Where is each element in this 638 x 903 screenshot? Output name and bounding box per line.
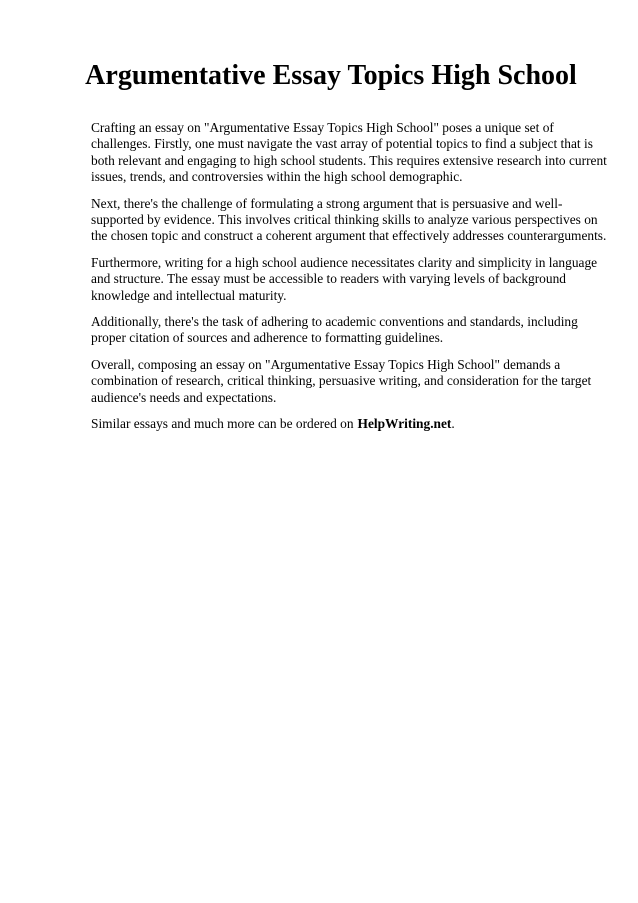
document-body — [91, 120, 607, 443]
paragraph-line: Next, there's the challenge of formulating a strong argument that is persuasive and well- — [91, 195, 563, 211]
paragraph-line: Overall, composing an essay on "Argumentative Essay Topics High School" demands a — [91, 356, 561, 372]
paragraph-2 — [91, 195, 607, 245]
paragraph-3 — [91, 254, 598, 304]
paragraph-line: issues, trends, and controversies within the high school demographic. — [91, 169, 463, 185]
paragraph-line: and structure. The essay must be accessible to readers with varying levels of background — [91, 271, 566, 287]
paragraph-line: Crafting an essay on "Argumentative Essay Topics High School" poses a unique set of — [91, 120, 554, 135]
helpwriting-link[interactable]: HelpWriting.net — [357, 416, 452, 432]
paragraph-line: supported by evidence. This involves critical thinking skills to analyze various perspectives on — [91, 212, 598, 228]
paragraph-line: the chosen topic and construct a coherent argument that effectively addresses counterarguments. — [91, 228, 607, 244]
paragraph-line: both relevant and engaging to high school students. This requires extensive research into current — [91, 152, 607, 168]
paragraph-line: combination of research, critical thinking, persuasive writing, and consideration for the target — [91, 373, 592, 389]
paragraph-4 — [91, 314, 591, 347]
document-title: Argumentative Essay Topics High School — [85, 60, 577, 91]
paragraph-line: proper citation of sources and adherence to formatting guidelines. — [91, 330, 444, 346]
paragraph-line: knowledge and intellectual maturity. — [91, 287, 287, 303]
closing-paragraph — [91, 416, 591, 432]
paragraph-line: challenges. Firstly, one must navigate the vast array of potential topics to find a subject that is — [91, 136, 593, 152]
closing-text: Similar essays and much more can be ordered on — [91, 416, 354, 432]
paragraph-line: Furthermore, writing for a high school audience necessitates clarity and simplicity in language — [91, 254, 598, 270]
paragraph-line: audience's needs and expectations. — [91, 389, 277, 405]
paragraph-5 — [91, 357, 591, 406]
paragraph-line: Additionally, there's the task of adhering to academic conventions and standards, including — [91, 314, 578, 330]
paragraph-1 — [91, 120, 607, 186]
closing-line — [91, 416, 591, 432]
closing-period: . — [451, 416, 455, 432]
